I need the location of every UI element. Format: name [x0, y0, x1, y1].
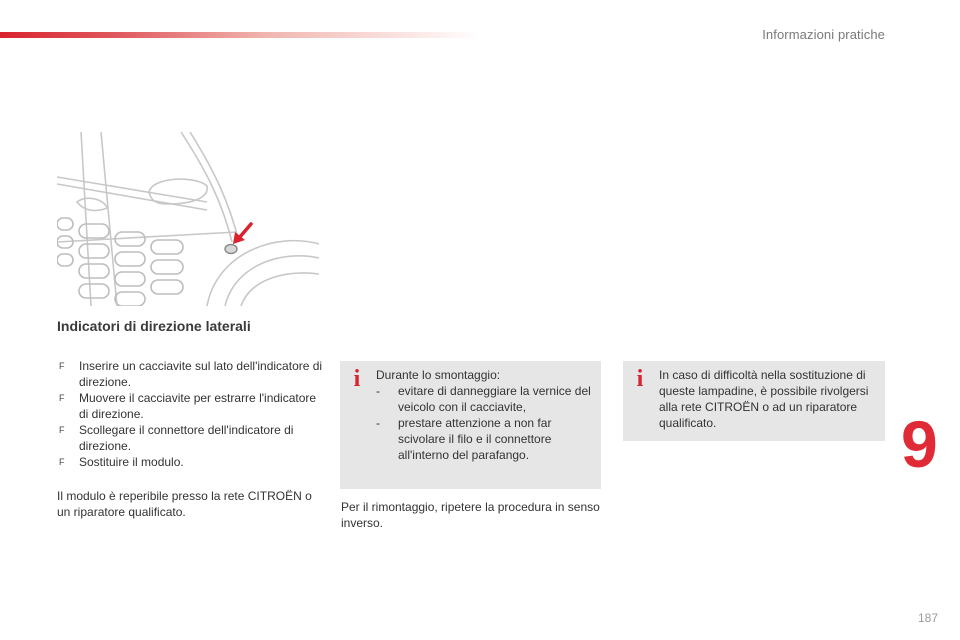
chapter-number: 9	[901, 407, 938, 481]
header-accent-bar	[0, 32, 480, 38]
info-box-text	[376, 367, 591, 463]
dash-marker: -	[376, 384, 380, 398]
steps-list	[57, 358, 323, 470]
page-number: 187	[917, 611, 938, 625]
page-heading: Indicatori di direzione laterali	[57, 318, 251, 334]
dash-marker: -	[376, 416, 380, 430]
list-item: F Sostituire il modulo.	[59, 455, 184, 469]
bullet-icon: F	[59, 393, 65, 403]
info-box-disassembly	[340, 361, 601, 489]
list-item: - prestare attenzione a non far scivolare il filo e il connettore all'interno del parafango.	[376, 416, 552, 462]
list-item: F Muovere il cacciavite per estrarre l'indicatore di direzione.	[59, 391, 317, 421]
bullet-icon: F	[59, 361, 65, 371]
bullet-icon: F	[59, 457, 65, 467]
info-box-text: In caso di difficoltà nella sostituzione di queste lampadine, è possibile rivolgersi alla rete CITROËN o ad un riparatore qualificato.	[659, 368, 869, 430]
info-icon: i	[353, 366, 361, 392]
info-box-assistance	[623, 361, 885, 441]
section-title: Informazioni pratiche	[762, 27, 885, 42]
info-list	[376, 383, 591, 463]
car-side-turn-indicator-illustration	[57, 132, 319, 306]
bullet-icon: F	[59, 425, 65, 435]
list-item: F Inserire un cacciavite sul lato dell'indicatore di direzione.	[59, 359, 323, 389]
info-icon: i	[636, 366, 644, 392]
list-item: - evitare di danneggiare la vernice del veicolo con il cacciavite,	[376, 384, 591, 414]
info-intro: Durante lo smontaggio:	[376, 368, 501, 382]
reassembly-text: Per il rimontaggio, ripetere la procedura in senso inverso.	[341, 500, 600, 530]
list-item: F Scollegare il connettore dell'indicatore di direzione.	[59, 423, 294, 453]
availability-note: Il modulo è reperibile presso la rete CITROËN o un riparatore qualificato.	[57, 489, 312, 519]
